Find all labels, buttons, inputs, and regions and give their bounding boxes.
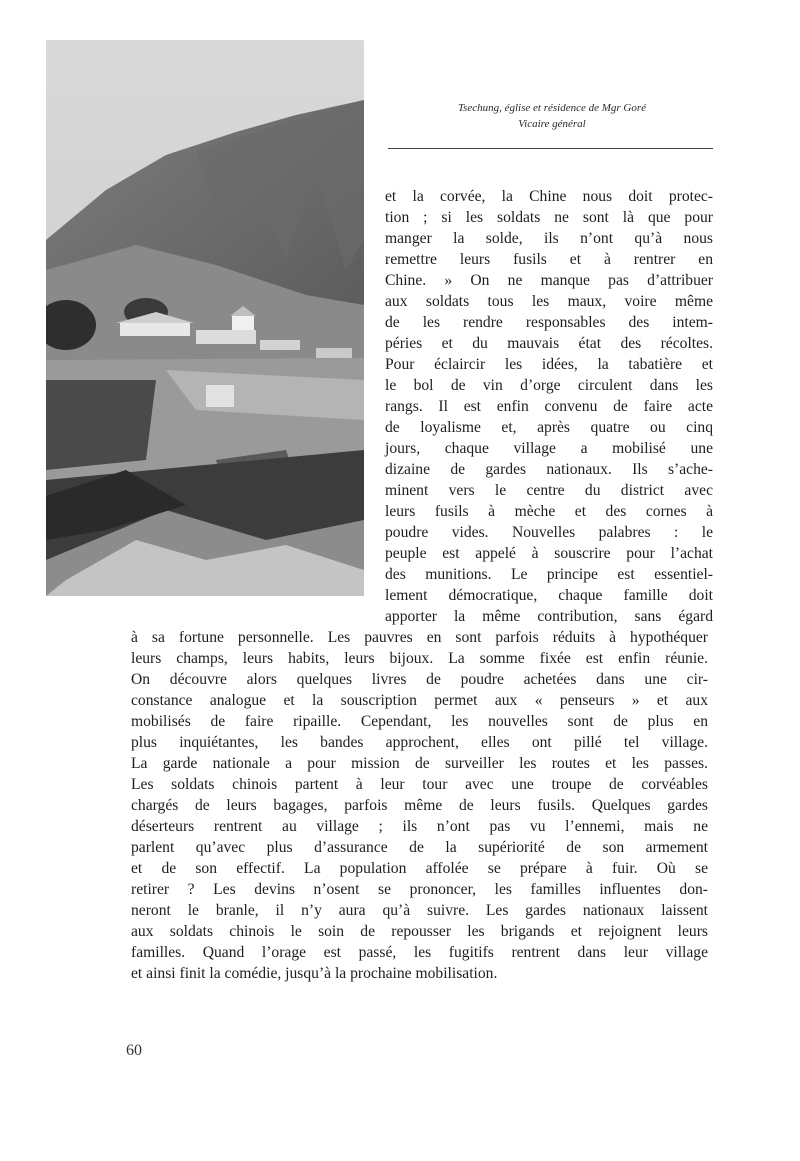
text-line: tion ; si les soldats ne sont là que pour [385, 209, 713, 226]
text-line: manger la solde, ils n’ont qu’à nous [385, 230, 713, 247]
text-line: parlent qu’avec plus d’assurance de la supériorité de son armement [131, 839, 708, 856]
text-line-last: et ainsi finit la comédie, jusqu’à la prochaine mobilisation. [131, 965, 498, 982]
text-line: aux soldats chinois le soin de repousser les brigands et rejoignent leurs [131, 923, 708, 940]
page-number: 60 [126, 1042, 142, 1059]
text-line: le bol de vin d’orge circulent dans les [385, 377, 713, 394]
text-line: dizaine de gardes nationaux. Ils s’ache- [385, 461, 713, 478]
text-line: aux soldats tous les maux, voire même [385, 293, 713, 310]
text-line: familles. Quand l’orage est passé, les fugitifs rentrent dans leur village [131, 944, 708, 961]
text-line: et de son effectif. La population affolée se prépare à fuir. Où se [131, 860, 708, 877]
text-line: déserteurs rentrent au village ; ils n’ont pas vu l’ennemi, mais ne [131, 818, 708, 835]
text-line: constance analogue et la souscription permet aux « penseurs » et aux [131, 692, 708, 709]
text-line: chargés de leurs bagages, parfois même de leurs fusils. Quelques gardes [131, 797, 708, 814]
text-line: leurs fusils à mèche et des cornes à [385, 503, 713, 520]
text-line: poudre vides. Nouvelles palabres : le [385, 524, 713, 541]
caption-subtitle: Vicaire général [518, 118, 586, 130]
text-line: de loyalisme et, après quatre ou cinq [385, 419, 713, 436]
text-line: minent vers le centre du district avec [385, 482, 713, 499]
text-line: La garde nationale a pour mission de surveiller les routes et les passes. [131, 755, 708, 772]
text-line: leurs champs, leurs habits, leurs bijoux. La somme fixée est enfin réunie. [131, 650, 708, 667]
text-line: Chine. » On ne manque pas d’attribuer [385, 272, 713, 289]
text-line: retirer ? Les devins n’osent se prononcer, les familles influentes don- [131, 881, 708, 898]
text-line: jours, chaque village a mobilisé une [385, 440, 713, 457]
text-line: mobilisés de faire ripaille. Cependant, les nouvelles sont de plus en [131, 713, 708, 730]
text-line: Pour éclaircir les idées, la tabatière et [385, 356, 713, 373]
caption-title: Tsechung, église et résidence de Mgr Goré [457, 102, 647, 114]
text-line: On découvre alors quelques livres de poudre achetées dans une cir- [131, 671, 708, 688]
text-line: péries et du mauvais état des récoltes. [385, 335, 713, 352]
caption-rule [388, 148, 713, 149]
text-line: des munitions. Le principe est essentiel- [385, 566, 713, 583]
text-line: neront le branle, il n’y aura qu’à suivre. Les gardes nationaux laissent [131, 902, 708, 919]
photo-caption [392, 100, 712, 132]
text-line: remettre leurs fusils et à rentrer en [385, 251, 713, 268]
text-line: et la corvée, la Chine nous doit protec- [385, 188, 713, 205]
text-line: apporter la même contribution, sans égard [385, 608, 713, 625]
text-line: lement démocratique, chaque famille doit [385, 587, 713, 604]
text-line: Les soldats chinois partent à leur tour avec une troupe de corvéables [131, 776, 708, 793]
text-line: rangs. Il est enfin convenu de faire acte [385, 398, 713, 415]
text-line: à sa fortune personnelle. Les pauvres en sont parfois réduits à hypothéquer [131, 629, 708, 646]
photograph-tsechung-church [46, 40, 364, 596]
text-line: de les rendre responsables des intem- [385, 314, 713, 331]
text-line: peuple est appelé à souscrire pour l’achat [385, 545, 713, 562]
text-line: plus inquiétantes, les bandes approchent, elles ont pillé tel village. [131, 734, 708, 751]
